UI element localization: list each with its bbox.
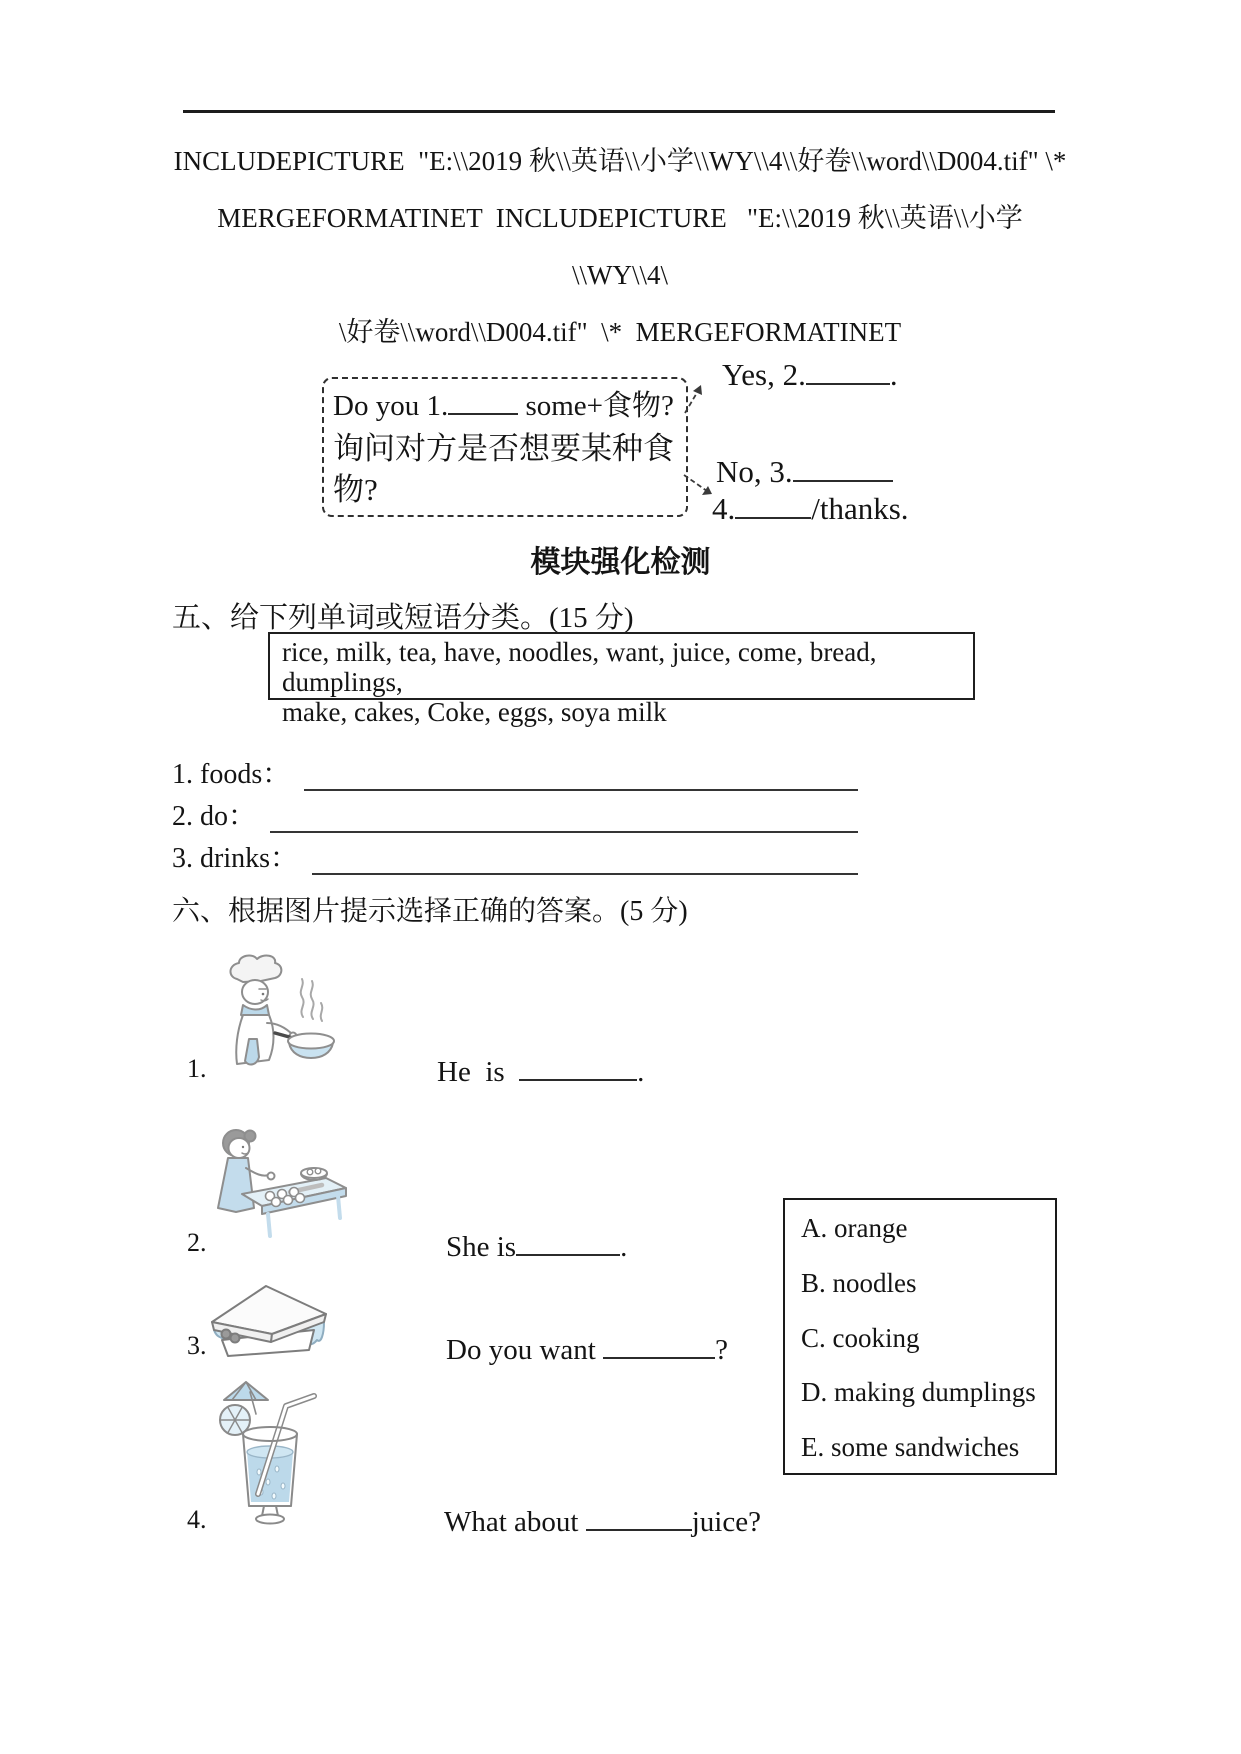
field-code-line-2: MERGEFORMATINET INCLUDEPICTURE "E:\\2019 秋\\英语\\小学\\WY\\4\ [217,203,1023,290]
alt-answer-suffix: /thanks. [811,491,909,526]
pattern-note: 询问对方是否想要某种食物? [333,431,674,507]
category-row-drinks [172,841,858,875]
category-blank-foods[interactable] [304,759,858,791]
category-row-foods [172,757,858,791]
yes-answer-period: . [889,357,898,392]
option-c: C. cooking [801,1322,920,1353]
q1-end: . [637,1056,645,1088]
options-box [783,1198,1057,1475]
option-e: E. some sandwiches [801,1432,1020,1462]
question-sentence-3 [446,1328,728,1368]
category-label-foods: 1. foods： [172,759,291,790]
question-number-1: 1. [187,1054,207,1083]
option-b: B. noodles [801,1267,917,1298]
q3-text: Do you want [446,1334,604,1366]
q4-text: What about [444,1506,586,1538]
q4-end: juice? [691,1506,761,1538]
arrow-to-yes [685,391,698,413]
pattern-blank-1[interactable] [448,384,518,415]
no-answer-text: No, 3. [716,454,793,489]
pattern-suffix: some+食物? [518,390,674,422]
answer-blank-2[interactable] [806,352,890,385]
answer-blank-q1[interactable] [519,1050,637,1081]
option-a: A. orange [801,1213,908,1243]
section6-title: 六、根据图片提示选择正确的答案。(5 分) [172,896,688,927]
word-bank-line-1: rice, milk, tea, have, noodles, want, juice, come, bread, dumplings, [282,637,877,697]
answer-blank-3[interactable] [793,449,893,482]
word-bank-line-2: make, cakes, Coke, eggs, soya milk [282,697,667,727]
arrowhead-down [702,486,712,495]
category-row-do [172,799,858,833]
question-number-3: 3. [187,1331,207,1360]
q2-text: She is [446,1231,517,1263]
question-pattern-box [322,377,688,517]
answer-blank-q3[interactable] [603,1328,715,1359]
arrow-connectors [660,365,730,515]
field-code-line-3: \好卷\\word\\D004.tif" \* MERGEFORMATINET [338,317,902,347]
category-blank-do[interactable] [270,801,858,833]
question-number-4: 4. [187,1505,207,1534]
category-label-drinks: 3. drinks： [172,843,299,874]
sandwich-illustration [206,1278,331,1362]
question-sentence-4 [444,1500,761,1540]
field-code-line-1: INCLUDEPICTURE "E:\\2019 秋\\英语\\小学\\WY\\4\\好卷\\word\\D004.tif" \* [173,146,1067,176]
option-d: D. making dumplings [801,1377,1036,1408]
q1-text: He is [437,1056,520,1088]
category-blank-drinks[interactable] [312,843,858,875]
top-border-rule [183,110,1055,113]
question-sentence-1 [437,1050,644,1090]
yes-answer-line [722,352,898,393]
answer-blank-q4[interactable] [586,1500,692,1531]
no-thanks-line [712,486,909,527]
section5-title: 五、给下列单词或短语分类。(15 分) [172,602,634,634]
question-sentence-2 [446,1225,627,1265]
field-code-paragraph [170,133,1070,361]
pattern-sentence [333,384,677,428]
category-label-do: 2. do： [172,801,257,832]
arrow-to-no-thanks [684,475,707,491]
answer-blank-4[interactable] [735,486,811,519]
q3-end: ? [715,1334,728,1366]
alt-answer-text: 4. [712,491,736,526]
juice-glass-illustration [204,1376,335,1526]
pattern-prefix: Do you 1. [333,390,449,422]
yes-answer-text: Yes, 2. [722,357,806,392]
chef-cooking-illustration [203,953,337,1075]
making-dumplings-illustration [206,1128,349,1240]
arrowhead-up [693,385,702,395]
module-test-heading: 模块强化检测 [530,546,711,579]
q2-end: . [620,1231,628,1263]
no-answer-line [716,449,893,490]
word-bank-box [268,632,975,727]
answer-blank-q2[interactable] [516,1225,620,1256]
question-number-2: 2. [187,1228,207,1257]
